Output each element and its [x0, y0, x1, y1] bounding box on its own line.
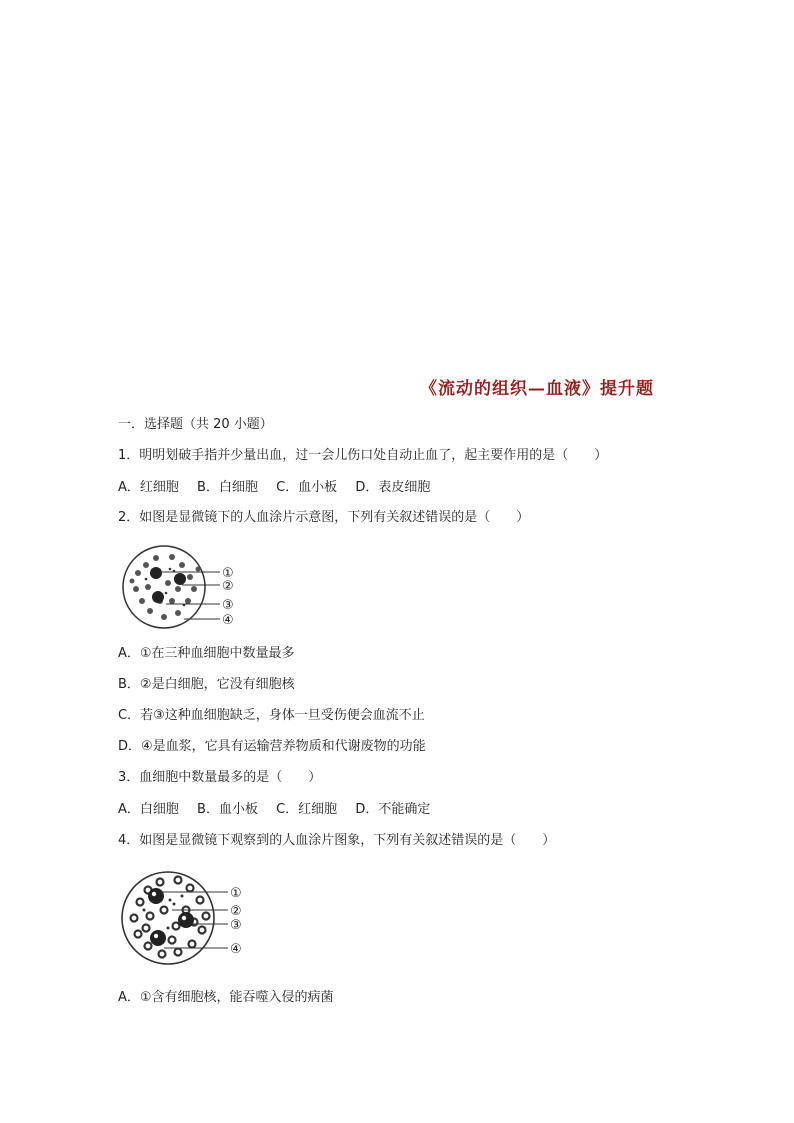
option-d: D．表皮细胞 [355, 480, 431, 495]
section-heading: 一．选择题（共 20 小题） [118, 417, 273, 432]
smear-field [122, 872, 214, 964]
question-4-stem: 4．如图是显微镜下观察到的人血涂片图象，下列有关叙述错误的是（ ） [118, 833, 556, 848]
figure-1-label-3: ③ [222, 598, 234, 613]
option-b: B．血小板 [197, 802, 258, 817]
question-3-stem: 3．血细胞中数量最多的是（ ） [118, 770, 322, 785]
figure-2-label-4: ④ [230, 942, 242, 957]
figure-1-label-4: ④ [222, 613, 234, 628]
question-2-option-c: C．若③这种血细胞缺乏，身体一旦受伤便会血流不止 [118, 708, 425, 723]
question-2-option-b: B．②是白细胞，它没有细胞核 [118, 677, 295, 692]
blood-smear-figure-1 [120, 543, 270, 631]
figure-2-label-2: ② [230, 904, 242, 919]
question-4-option-a: A．①含有细胞核，能吞噬入侵的病菌 [118, 990, 334, 1005]
figure-2-label-3: ③ [230, 918, 242, 933]
option-c: C．血小板 [276, 480, 338, 495]
option-b: B．白细胞 [197, 480, 258, 495]
question-2-option-a: A．①在三种血细胞中数量最多 [118, 646, 295, 661]
figure-1-label-2: ② [222, 579, 234, 594]
option-a: A．红细胞 [118, 480, 179, 495]
option-c: C．红细胞 [276, 802, 338, 817]
option-d: D．不能确定 [355, 802, 431, 817]
question-1-options [118, 479, 444, 497]
question-2-option-d: D．④是血浆，它具有运输营养物质和代谢废物的功能 [118, 739, 426, 754]
question-1-stem: 1．明明划破手指并少量出血，过一会儿伤口处自动止血了，起主要作用的是（ ） [118, 448, 608, 463]
option-a: A．白细胞 [118, 802, 179, 817]
question-2-stem: 2．如图是显微镜下的人血涂片示意图，下列有关叙述错误的是（ ） [118, 510, 530, 525]
question-3-options [118, 801, 444, 819]
figure-1-label-1: ① [222, 566, 234, 581]
page-title: 《流动的组织—血液》提升题 [420, 379, 654, 399]
figure-2-label-1: ① [230, 886, 242, 901]
blood-smear-figure-2 [120, 866, 270, 976]
